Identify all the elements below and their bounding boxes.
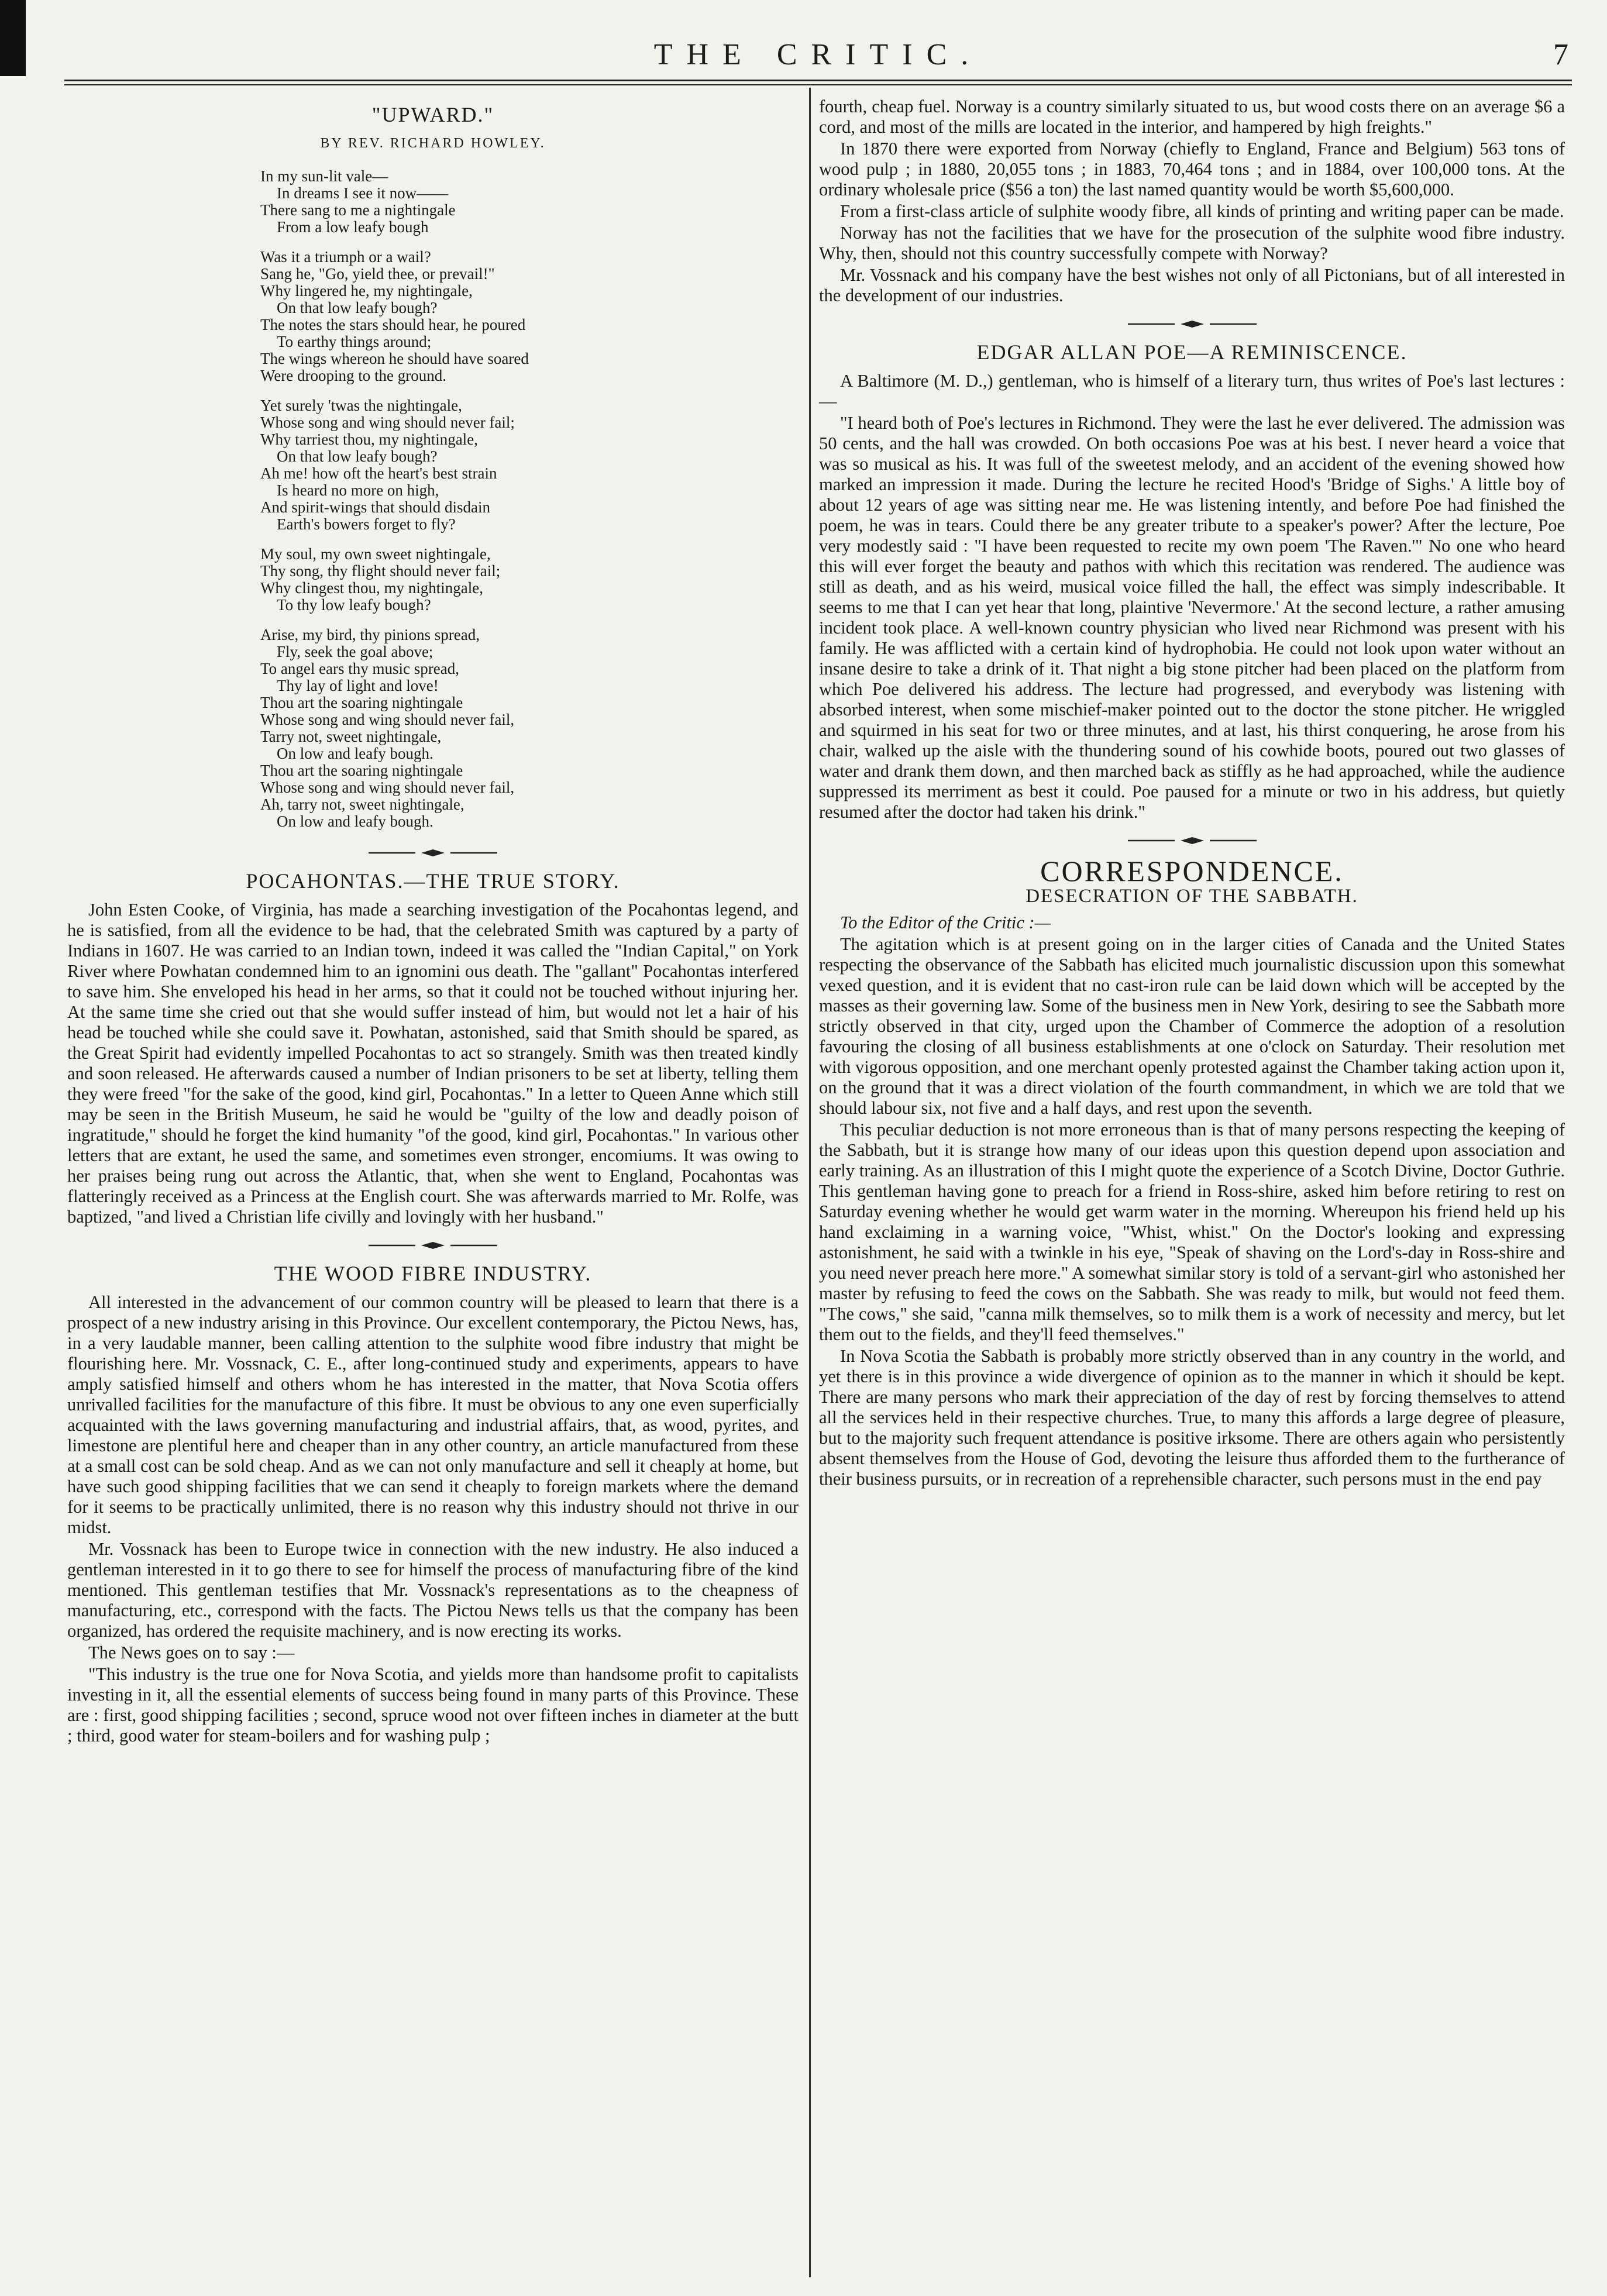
poem-line: Yet surely 'twas the nightingale,: [260, 397, 462, 414]
poem-line: Why clingest thou, my nightingale,: [260, 579, 483, 597]
wood-fibre-title: THE WOOD FIBRE INDUSTRY.: [274, 1262, 592, 1285]
letter-salutation: To the Editor of the Critic :—: [840, 913, 1051, 932]
poem-line: Thy lay of light and love!: [277, 677, 439, 694]
letter-paragraph: This peculiar deduction is not more erroneous than is that of many persons respecting the keeping of the Sabbath, but it is strange how many of our ideas upon this question depend upon association and early training. As an illustration of this I might quote the experience of a Scotch Divine, Doctor Guthrie. This gentleman having gone to preach for a friend in Ross-shire, asked him before retiring to rest on Saturday evening whether he would get warm water in the morning. Whereupon his friend held up his hand exclaiming in a warning voice, "Whist, whist." On the Doctor's looking and expressing astonishment, he said with a twinkle in his eye, "Speak of shaving on the Lord's-day in Ross-shire and you need never preach here more." A somewhat similar story is told of a servant-girl who astonished her master by refusing to feed the cows on the Sabbath. She was ready to milk, but would not feed them. "The cows," she said, "canna milk themselves, so to milk them is a work of necessity and mercy, but let them out to the fields, and they'll feed themselves.": [819, 1120, 1565, 1344]
poem-line: Fly, seek the goal above;: [277, 643, 433, 660]
letter-paragraph: In Nova Scotia the Sabbath is probably more strictly observed than in any country in the world, and yet there is in this province a wide divergence of opinion as to the manner in which it should be kept. There are many persons who mark their appreciation of the day of rest by forcing themselves to attend all the services held in their respective churches. True, to many this affords a large degree of pleasure, but to the majority such frequent attendance is positive irksome. There are others again who persistently absent themselves from the House of God, devoting the leisure thus afforded them to the furtherance of their business pursuits, or in recreation of a reprehensible character, such persons must in the end pay: [819, 1346, 1565, 1489]
poem-stanza: [260, 627, 799, 830]
wood-fibre-paragraph: The News goes on to say :—: [88, 1643, 295, 1662]
poem-line: Whose song and wing should never fail,: [260, 779, 515, 796]
column-divider: [809, 88, 811, 2277]
poem-line: The notes the stars should hear, he poured: [260, 316, 526, 333]
poem-line: To thy low leafy bough?: [277, 596, 431, 614]
wood-fibre-continued: fourth, cheap fuel. Norway is a country similarly situated to us, but wood costs there on an average $6 a cord, and most of the mills are located in the interior, and hampered by high freights.": [819, 97, 1565, 137]
poem-line: To earthy things around;: [277, 333, 432, 350]
wood-fibre-paragraph: All interested in the advancement of our common country will be pleased to learn that there is a prospect of a new industry arising in this Province. Our excellent contemporary, the Pictou News, has, in a very laudable manner, been calling attention to the sulphite wood fibre industry that might be flourishing here. Mr. Vossnack, C. E., after long-continued study and experiments, appears to have amply satisfied himself and others whom he has interested in the matter, that Nova Scotia offers unrivalled facilities for the manufacture of this fibre. It must be obvious to any one even superficially acquainted with the laws governing manufacturing and industrial affairs, that, as wood, pyrites, and limestone are plentiful here and cheaper than in any other country, an article manufactured from these at a small cost can be sold cheap. And as we can not only manufacture and sell it cheaply at home, but have such good shipping facilities that we can send it cheaply to foreign markets where the demand for it seems to be practically unlimited, there is no reason why this industry should not thrive in our midst.: [67, 1292, 799, 1537]
left-column: [67, 97, 799, 1746]
poem-line: And spirit-wings that should disdain: [260, 498, 490, 516]
poem-line: In dreams I see it now——: [277, 184, 449, 202]
poem-line: Sang he, "Go, yield thee, or prevail!": [260, 265, 495, 283]
section-ornament: [67, 1235, 799, 1255]
wood-fibre-continued: In 1870 there were exported from Norway (chiefly to England, France and Belgium) 563 tons of wood pulp ; in 1880, 20,055 tons ; in 1883, 70,464 tons ; and in 1884, over 100,000 tons. At the ordinary wholesale price ($56 a ton) the last named quantity would be worth $5,600,000.: [819, 139, 1565, 199]
poem-line: On low and leafy bough.: [277, 813, 433, 830]
poe-paragraph: "I heard both of Poe's lectures in Richmond. They were the last he ever delivered. The admission was 50 cents, and the hall was crowded. On both occasions Poe was at his best. I never heard a voice that was so musical as his. It was full of the sweetest melody, and an accident of the evening showed how marked an impression it made. During the lecture he recited Hood's 'Bridge of Sighs.' A little boy of about 12 years of age was sitting near me. He was listening intently, and before Poe had finished the poem, he was in tears. Could there be any greater tribute to a speaker's power? After the lecture, Poe very modestly said : "I have been requested to recite my own poem 'The Raven.'" No one who heard this will ever forget the beauty and pathos with which this recitation was rendered. The audience was still as death, and as his weird, musical voice filled the hall, the effect was simply indescribable. It seems to me that I can yet hear that long, plaintive 'Nevermore.' At the second lecture, a rather amusing incident took place. A well-known country physician who lived near Richmond was present with his family. He was afflicted with a certain kind of hydrophobia. He could not look upon water without an insane desire to take a drink of it. That night a big stone pitcher had been placed on the platform from which Poe delivered his address. The lecture had progressed, and everybody was listening with absorbed interest, when some mischief-maker pointed out to the doctor the stone pitcher. He wriggled and squirmed in his seat for two or three minutes, and at last, his thirst conquering, he arose from his chair, walked up the aisle with the thundering sound of his cowhide boots, poured out two glasses of water and drank them down, and then marched back as stiffly as he had approached, while the audience suppressed its merriment as best it could. Poe paused for a minute or two in his address, but quietly resumed after the doctor had taken his drink.": [819, 413, 1565, 822]
masthead: [64, 34, 1572, 81]
poem-line: From a low leafy bough: [277, 218, 429, 236]
pocahontas-title: POCAHONTAS.—THE TRUE STORY.: [246, 869, 620, 893]
poem-line: My soul, my own sweet nightingale,: [260, 545, 491, 563]
poem-line: Why lingered he, my nightingale,: [260, 282, 473, 300]
poem-stanza: [260, 249, 799, 384]
poem-line: In my sun-lit vale—: [260, 167, 388, 185]
poem-line: Were drooping to the ground.: [260, 367, 447, 384]
poem-line: The wings whereon he should have soared: [260, 350, 529, 367]
poe-title: EDGAR ALLAN POE—A REMINISCENCE.: [976, 340, 1408, 364]
poem-line: Tarry not, sweet nightingale,: [260, 728, 442, 745]
wood-fibre-continued: Norway has not the facilities that we have for the prosecution of the sulphite wood fibre industry. Why, then, should not this country successfully compete with Norway?: [819, 223, 1565, 263]
wood-fibre-continued: Mr. Vossnack and his company have the best wishes not only of all Pictonians, but of all interested in the development of our industries.: [819, 265, 1565, 305]
pocahontas-paragraph: John Esten Cooke, of Virginia, has made a searching investigation of the Pocahontas legend, and he is satisfied, from all the evidence to be had, that the celebrated Smith was captured by a party of Indians in 1607. He was carried to an Indian town, indeed it was called the "Indian Capital," on York River where Powhatan condemned him to an ignomini ous death. The "gallant" Pocahontas interfered to save him. She enveloped his head in her arms, so that it could not be touched without injuring her. At the same time she cried out that she would suffer instead of him, but would not let a hair of his head be touched while she could save it. Powhatan, astonished, said that Smith should be spared, as the Great Spirit had evidently impelled Pocahontas to act so strangely. Smith was then treated kindly and soon released. He afterwards caused a number of Indian prisoners to be set at liberty, telling them they were freed "for the sake of the good, kind girl, Pocahontas." In a letter to Queen Anne which still may be seen in the British Museum, he said he would be "guilty of the low and deadly poison of ingratitude," should he forget the kind humanity "of the good, kind girl, Pocahontas." In various other letters that are extant, he used the same, and sometimes even stronger, encomiums. It was owing to her praises being rung out across the Atlantic, that, when she went to England, Pocahontas was flatteringly received as a Princess at the English court. She was afterwards married to Mr. Rolfe, was baptized, "and lived a Christian life civilly and lovingly with her husband.": [67, 900, 799, 1227]
correspondence-subtitle: DESECRATION OF THE SABBATH.: [1026, 886, 1358, 907]
masthead-rule-top: [64, 80, 1572, 81]
poem-stanza: [260, 168, 799, 236]
poem-line: Ah me! how oft the heart's best strain: [260, 464, 497, 482]
poem-stanza: [260, 546, 799, 614]
poem-line: On that low leafy bough?: [277, 448, 438, 465]
poe-paragraph: A Baltimore (M. D.,) gentleman, who is himself of a literary turn, thus writes of Poe's last lectures :—: [819, 371, 1565, 411]
poem-line: Why tarriest thou, my nightingale,: [260, 431, 478, 448]
poem-body: [260, 168, 799, 830]
poem-stanza: [260, 397, 799, 533]
poem-line: On that low leafy bough?: [277, 299, 438, 316]
scan-edge-mark: [0, 0, 26, 76]
poem-line: To angel ears thy music spread,: [260, 660, 460, 677]
poem-line: Is heard no more on high,: [277, 481, 439, 499]
poem-line: Earth's bowers forget to fly?: [277, 515, 456, 533]
poem-line: Arise, my bird, thy pinions spread,: [260, 626, 480, 643]
poem-line: Thou art the soaring nightingale: [260, 694, 463, 711]
poem-line: Was it a triumph or a wail?: [260, 248, 431, 266]
masthead-rule-bottom: [64, 84, 1572, 85]
section-ornament: [67, 843, 799, 863]
poem-byline: BY REV. RICHARD HOWLEY.: [320, 136, 546, 151]
poem-line: Whose song and wing should never fail,: [260, 711, 515, 728]
section-ornament: [819, 831, 1565, 851]
poem-line: Ah, tarry not, sweet nightingale,: [260, 796, 464, 813]
correspondence-title: CORRESPONDENCE.: [1040, 855, 1344, 887]
poem-line: Thy song, thy flight should never fail;: [260, 562, 501, 580]
masthead-title: THE CRITIC.: [653, 38, 983, 71]
poem-line: There sang to me a nightingale: [260, 201, 456, 219]
letter-paragraph: The agitation which is at present going on in the larger cities of Canada and the United States respecting the observance of the Sabbath has elicited much journalistic discussion upon this somewhat vexed question, and it is evident that no cast-iron rule can be laid down which will be accepted by the masses as their governing law. Some of the business men in New York, desiring to see the Sabbath more strictly observed in that city, urged upon the Chamber of Commerce the adoption of a resolution favouring the closing of all business establishments at one o'clock on Saturday. Their resolution met with vigorous opposition, and one merchant openly protested against the Chamber taking action upon it, on the ground that it was a direct violation of the fourth commandment, in which we are told that we should labour six, not five and a half days, and rest upon the seventh.: [819, 934, 1565, 1118]
section-ornament: [819, 314, 1565, 334]
wood-fibre-paragraph: "This industry is the true one for Nova Scotia, and yields more than handsome profit to capitalists investing in it, all the essential elements of success being found in many parts of this Province. These are : first, good shipping facilities ; second, spruce wood not over fifteen inches in diameter at the butt ; third, good water for steam-boilers and for washing pulp ;: [67, 1664, 799, 1746]
poem-line: On low and leafy bough.: [277, 745, 433, 762]
page-number: 7: [1553, 38, 1568, 71]
wood-fibre-continued: From a first-class article of sulphite woody fibre, all kinds of printing and writing paper can be made.: [840, 201, 1564, 221]
wood-fibre-paragraph: Mr. Vossnack has been to Europe twice in connection with the new industry. He also induced a gentleman interested in it to go there to see for himself the process of manufacturing fibre of the kind mentioned. This gentleman testifies that Mr. Vossnack's representations as to the cheapness of manufacturing, etc., correspond with the facts. The Pictou News tells us that the company has been organized, has ordered the requisite machinery, and is now erecting its works.: [67, 1539, 799, 1641]
poem-title: "UPWARD.": [371, 103, 494, 126]
poem-line: Whose song and wing should never fail;: [260, 414, 515, 431]
right-column: [819, 97, 1565, 1489]
poem-line: Thou art the soaring nightingale: [260, 762, 463, 779]
